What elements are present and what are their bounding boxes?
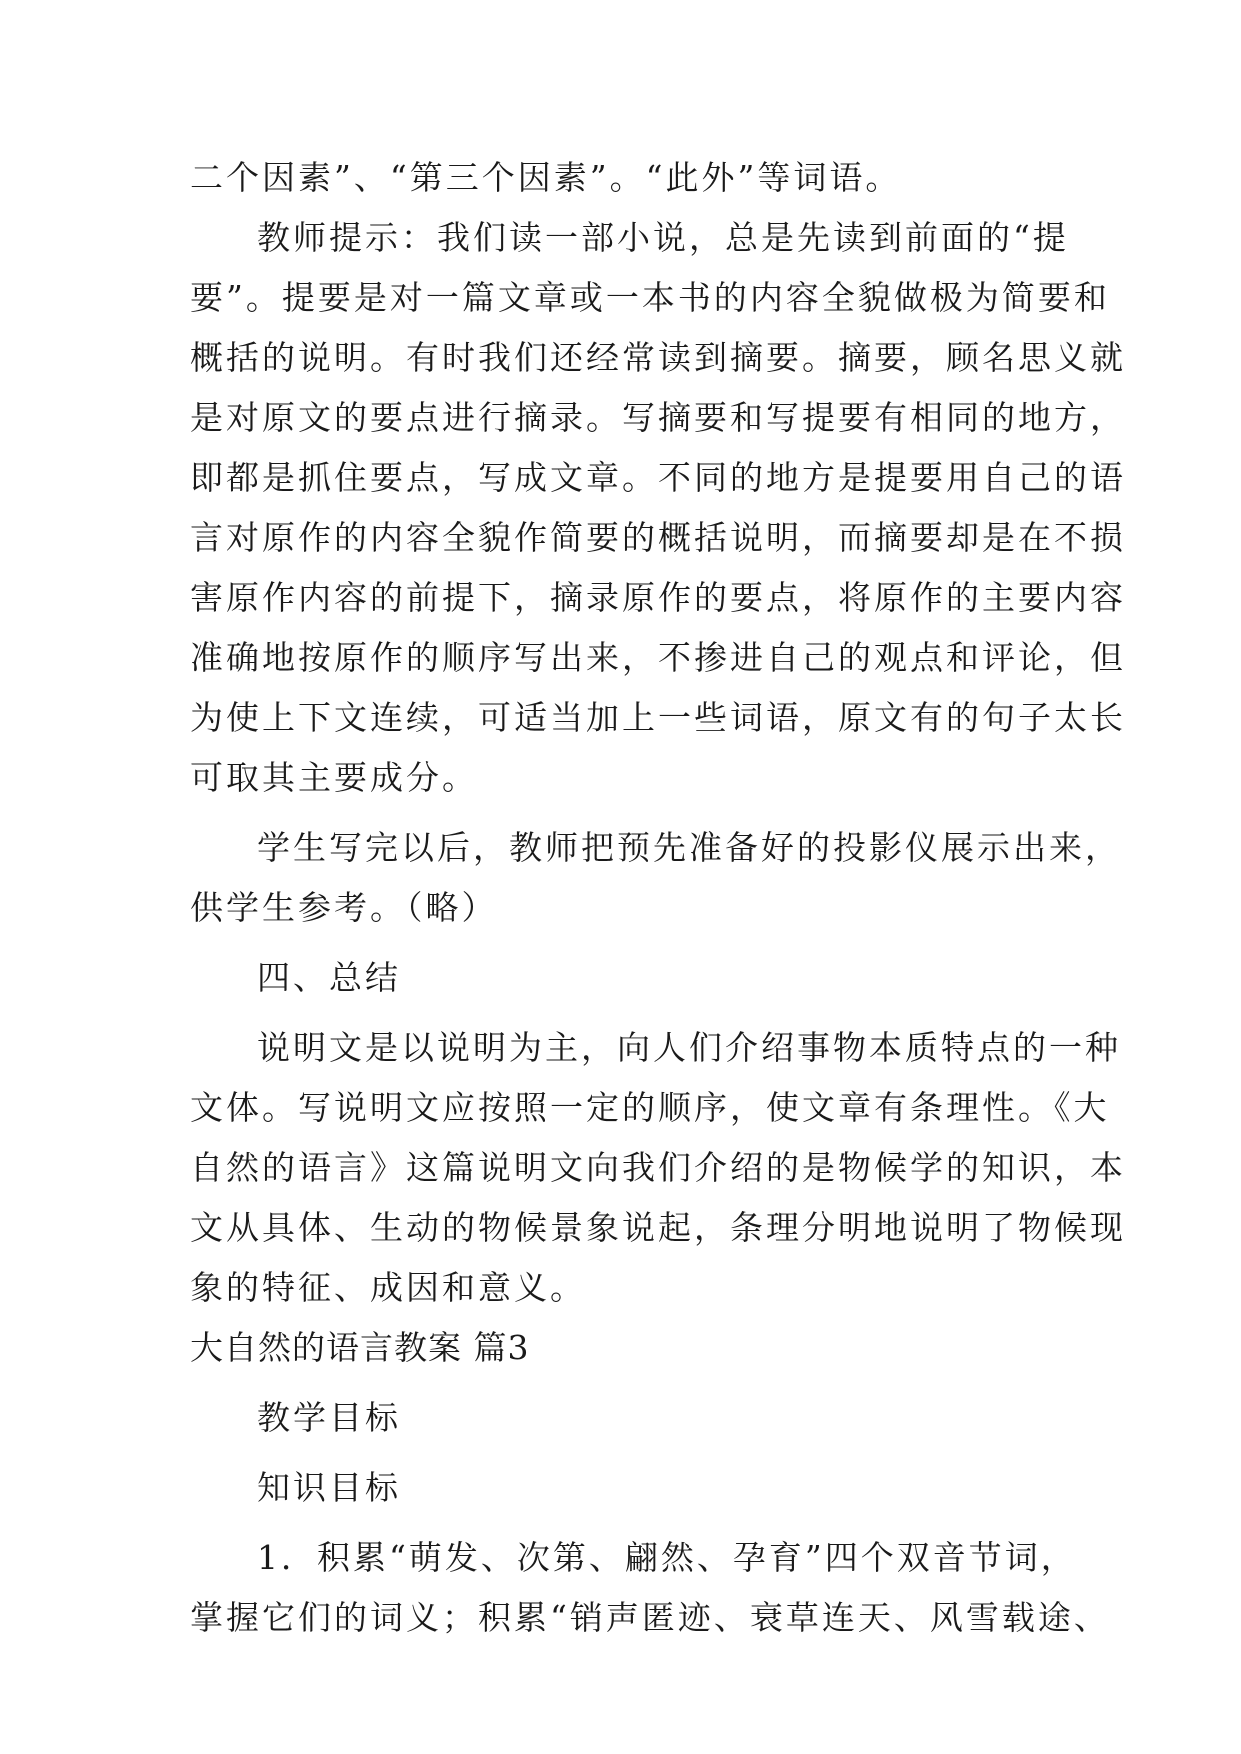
text-line: 即都是抓住要点，写成文章。不同的地方是提要用自己的语 (190, 458, 1126, 497)
text-line: 文从具体、生动的物候景象说起，条理分明地说明了物候现 (190, 1208, 1126, 1247)
section-heading: 四、总结 (257, 958, 401, 997)
text-line: 说明文是以说明为主，向人们介绍事物本质特点的一种 (257, 1028, 1121, 1067)
text-line: 是对原文的要点进行摘录。写摘要和写提要有相同的地方， (190, 398, 1126, 437)
text-line: 言对原作的内容全貌作简要的概括说明，而摘要却是在不损 (190, 518, 1126, 557)
text-line: 自然的语言》这篇说明文向我们介绍的是物候学的知识，本 (190, 1148, 1126, 1187)
section-heading: 教学目标 (257, 1398, 401, 1437)
text-line: 教师提示：我们读一部小说，总是先读到前面的“提 (257, 218, 1069, 257)
text-line: 1．积累“萌发、次第、翩然、孕育”四个双音节词， (257, 1538, 1077, 1577)
text-line: 害原作内容的前提下，摘录原作的要点，将原作的主要内容 (190, 578, 1126, 617)
text-line: 要”。提要是对一篇文章或一本书的内容全貌做极为简要和 (190, 278, 1110, 317)
text-line: 概括的说明。有时我们还经常读到摘要。摘要，顾名思义就 (190, 338, 1126, 377)
text-line: 文体。写说明文应按照一定的顺序，使文章有条理性。《大 (190, 1088, 1110, 1127)
text-line: 为使上下文连续，可适当加上一些词语，原文有的句子太长 (190, 698, 1126, 737)
text-line: 掌握它们的词义；积累“销声匿迹、衰草连天、风雪载途、 (190, 1598, 1110, 1637)
text-line: 二个因素”、“第三个因素”。“此外”等词语。 (190, 158, 902, 197)
text-line: 学生写完以后，教师把预先准备好的投影仪展示出来， (257, 828, 1121, 867)
text-line: 象的特征、成因和意义。 (190, 1268, 586, 1307)
text-line: 供学生参考。（略） (190, 888, 498, 927)
section-heading: 知识目标 (257, 1468, 401, 1507)
text-line: 准确地按原作的顺序写出来，不掺进自己的观点和评论，但 (190, 638, 1126, 677)
text-line: 可取其主要成分。 (190, 758, 478, 797)
chapter-title: 大自然的语言教案 篇3 (190, 1328, 530, 1367)
